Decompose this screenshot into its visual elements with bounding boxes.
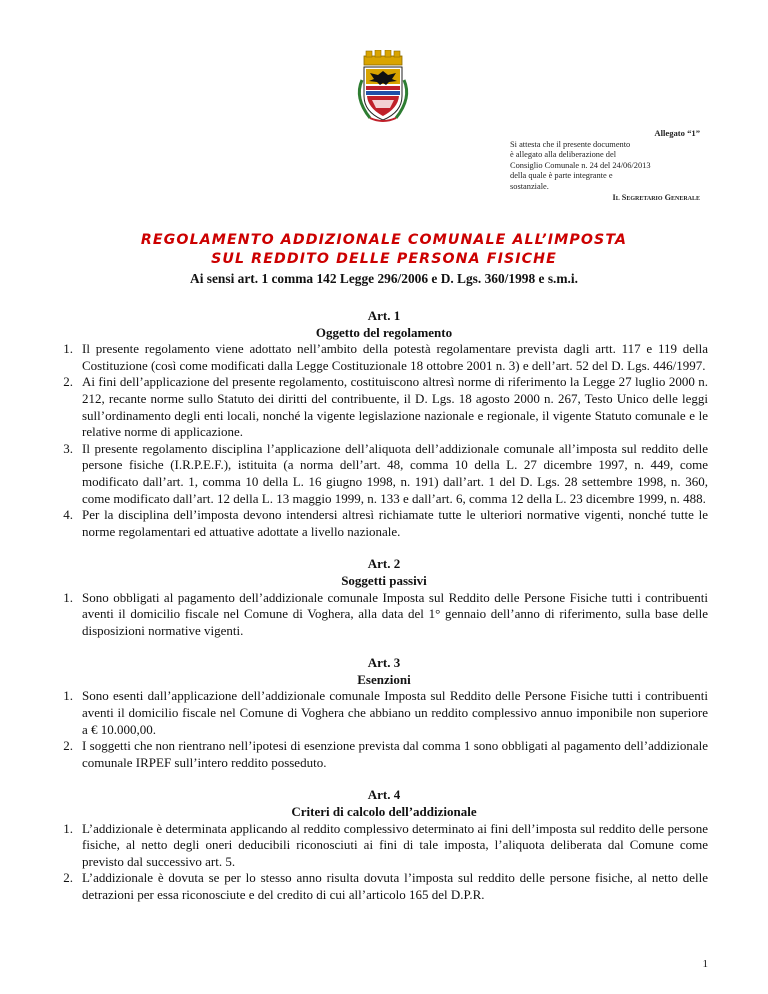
attestation-line: sostanziale. — [510, 181, 549, 191]
item-number: 1. — [63, 688, 73, 704]
item-number: 2. — [63, 374, 73, 390]
list-item — [60, 507, 708, 540]
attestation-line: Si attesta che il presente documento — [510, 139, 631, 149]
item-text: Il presente regolamento viene adottato nell’ambito della potestà regolamentare prevista dagli artt. 117 e 119 della Costituzione (così come modificati dalla Legge Costituzionale 18 ottobre 2001 n. 3) e dell’art. 52 del D. Lgs. 446/1997. — [82, 341, 708, 373]
item-text: L’addizionale è determinata applicando al reddito complessivo determinato ai fini dell’imposta sul reddito delle persone fisiche, al netto degli oneri deducibili riconosciuti ai fini di tale imposta, l’aliquota deliberata dal Comune come previsto dal successivo art. 5. — [82, 820, 708, 869]
item-number: 1. — [63, 589, 73, 605]
item-text: Sono obbligati al pagamento dell’addizionale comunale Imposta sul Reddito delle Persone Fisiche tutti i contribuenti aventi il domicilio fiscale nel Comune di Voghera, alla data del 1° gennaio dell’anno di riferimento, sulla base delle disposizioni normative vigenti. — [82, 589, 708, 638]
article-items — [60, 590, 708, 640]
article-items — [60, 821, 708, 904]
item-text: L’addizionale è dovuta se per lo stesso anno risulta dovuta l’imposta sul reddito delle persone fisiche, al netto delle detrazioni per essa riconosciute e del credito di cui all’articolo 165 del D.P.R. — [82, 870, 708, 902]
article-items — [60, 688, 708, 771]
attestation-line: Consiglio Comunale n. 24 del 24/06/2013 — [510, 160, 651, 170]
page-number: 1 — [702, 958, 708, 970]
document-subtitle: Ai sensi art. 1 comma 142 Legge 296/2006 e D. Lgs. 360/1998 e s.m.i. — [190, 271, 578, 286]
article-number: Art. 2 — [367, 556, 401, 572]
document-title-line2: SUL REDDITO DELLE PERSONA FISICHE — [211, 251, 557, 267]
article-number: Art. 4 — [367, 787, 401, 803]
item-text: Per la disciplina dell’imposta devono intendersi altresì richiamate tutte le ulteriori normative vigenti, nonché tutte le norme regolamentari ed attuative adottate a livello nazionale. — [82, 507, 708, 539]
article-2 — [60, 556, 708, 639]
list-item — [60, 590, 708, 640]
list-item — [60, 821, 708, 871]
document-title-line1: REGOLAMENTO ADDIZIONALE COMUNALE ALL’IMPOSTA — [140, 232, 628, 248]
list-item — [60, 870, 708, 903]
document-body — [60, 308, 708, 920]
item-number: 3. — [63, 440, 73, 456]
signature-label: Il Segretario Generale — [612, 192, 700, 202]
item-number: 1. — [63, 341, 73, 357]
article-heading: Soggetti passivi — [341, 572, 427, 588]
item-text: I soggetti che non rientrano nell’ipotesi di esenzione prevista dal comma 1 sono obbligati al pagamento dell’addizionale comunale IRPEF sull’intero reddito posseduto. — [82, 738, 708, 770]
article-4 — [60, 787, 708, 903]
item-number: 1. — [63, 820, 73, 836]
item-text: Sono esenti dall’applicazione dell’addizionale comunale Imposta sul Reddito delle Persone Fisiche tutti i contribuenti aventi il domicilio fiscale nel Comune di Voghera che abbiano un reddito complessivo annuo imponibile non superiore a € 10.000,00. — [82, 688, 708, 737]
attestation-line: della quale è parte integrante e — [510, 171, 613, 181]
article-number: Art. 3 — [367, 655, 401, 671]
list-item — [60, 341, 708, 374]
article-number: Art. 1 — [367, 308, 401, 323]
item-number: 2. — [63, 738, 73, 754]
item-number: 4. — [63, 507, 73, 523]
article-heading: Oggetto del regolamento — [315, 324, 453, 340]
list-item — [60, 738, 708, 771]
article-heading: Esenzioni — [357, 671, 411, 687]
article-3 — [60, 655, 708, 771]
article-heading: Criteri di calcolo dell’addizionale — [291, 804, 477, 820]
item-number: 2. — [63, 870, 73, 886]
article-items — [60, 341, 708, 540]
list-item — [60, 688, 708, 738]
allegato-title: Allegato “1” — [654, 128, 700, 138]
attestation-line: è allegato alla deliberazione del — [510, 150, 617, 160]
attestation-block — [510, 128, 700, 203]
item-text: Il presente regolamento disciplina l’applicazione dell’aliquota dell’addizionale comunale all’imposta sul reddito delle persone fisiche (I.R.P.E.F.), istituita (a norma dell’art. 48, comma 10 della L. 27 dicembre 1997, n. 449, come modificato dall’art. 1, comma 10 della L. 16 giugno 1998, n. 191) dall’art. 1 del D. Lgs. 28 settembre 1998, n. 360, come modificato dall’art. 12 della L. 13 maggio 1999, n. 133 e dall’art. 6, comma 12 della L. 23 dicembre 1999, n. 488. — [82, 440, 708, 506]
list-item — [60, 441, 708, 507]
item-text: Ai fini dell’applicazione del presente regolamento, costituiscono altresì norme di riferimento la Legge 27 luglio 2000 n. 212, recante norme sullo Statuto dei diritti del contribuente, il D. Lgs. 18 agosto 2000 n. 267, Testo Unico delle leggi sull’ordinamento degli enti locali, nonché la vigente legislazione nazionale e regionale, il vigente Statuto comunale e le relative norme di applicazione. — [82, 374, 708, 440]
municipal-crest-logo — [350, 50, 416, 124]
article-1 — [60, 308, 708, 540]
list-item — [60, 374, 708, 440]
